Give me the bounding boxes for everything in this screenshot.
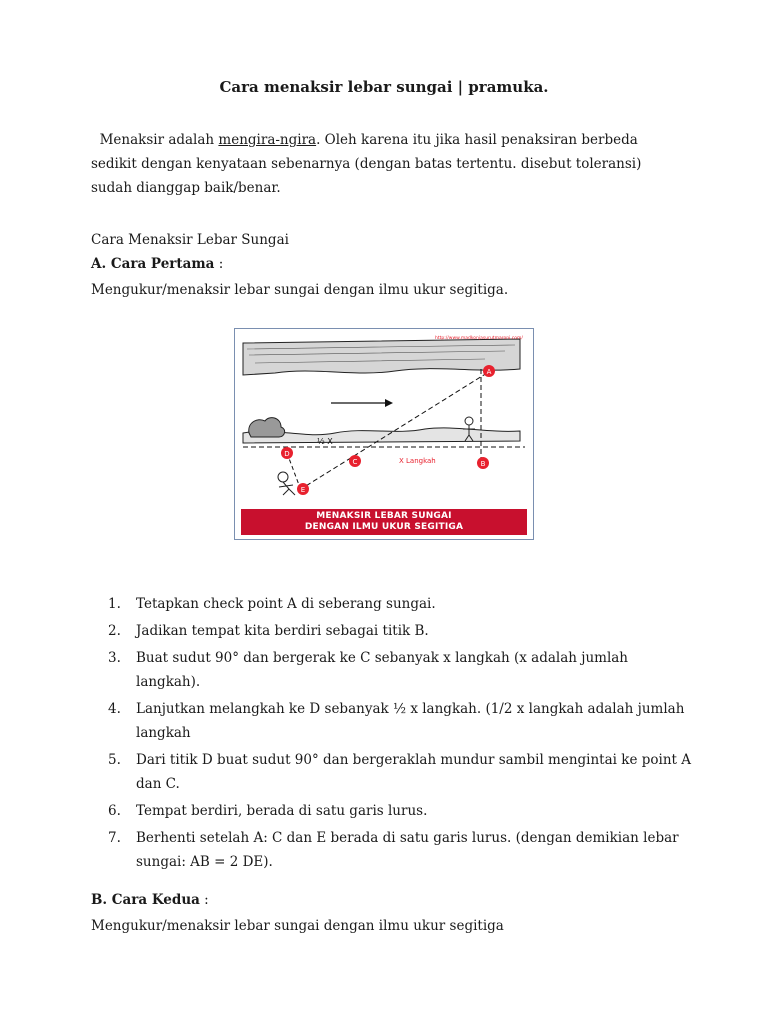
list-item <box>91 592 691 616</box>
underlined-term: mengira-ngira <box>218 132 317 148</box>
page-title: Cara menaksir lebar sungai | pramuka. <box>219 78 549 96</box>
intro-text-start: Menaksir adalah <box>99 132 219 148</box>
list-item <box>91 799 691 823</box>
point-b: B <box>480 460 486 468</box>
step-text: Dari titik D buat sudut 90° dan bergeraklah mundur sambil mengintai ke point A dan C. <box>136 752 691 792</box>
section-b-title: B. Cara Kedua <box>91 892 200 908</box>
section-b-label <box>91 892 209 908</box>
intro-text-rest: . Oleh karena itu jika hasil penaksiran berbeda sedikit dengan kenyataan sebenarnya (dengan batas tertentu. disebut toleransi) sudah dianggap baik/benar. <box>91 132 642 196</box>
step-number: 5. <box>108 752 121 768</box>
step-text: Buat sudut 90° dan bergerak ke C sebanyak x langkah (x adalah jumlah langkah). <box>136 650 628 690</box>
section-a-description: Mengukur/menaksir lebar sungai dengan ilmu ukur segitiga. <box>91 282 509 298</box>
intro-paragraph <box>91 128 681 200</box>
point-c: C <box>352 458 358 466</box>
banner-line-1: MENAKSIR LEBAR SUNGAI <box>316 511 452 521</box>
section-heading: Cara Menaksir Lebar Sungai <box>91 232 289 248</box>
list-item <box>91 646 691 694</box>
step-text: Tempat berdiri, berada di satu garis lurus. <box>136 803 428 819</box>
list-item <box>91 619 691 643</box>
section-b-description: Mengukur/menaksir lebar sungai dengan ilmu ukur segitiga <box>91 918 504 934</box>
figure-banner <box>241 509 527 535</box>
list-item <box>91 826 691 874</box>
step-number: 3. <box>108 650 121 666</box>
section-a-label <box>91 256 223 272</box>
river-diagram <box>235 329 533 539</box>
banner-line-2: DENGAN ILMU UKUR SEGITIGA <box>304 522 464 532</box>
step-text: Berhenti setelah A: C dan E berada di satu garis lurus. (dengan demikian lebar sungai: AB = 2 DE). <box>136 830 679 870</box>
step-text: Tetapkan check point A di seberang sungai. <box>136 596 436 612</box>
step-text: Jadikan tempat kita berdiri sebagai titik B. <box>136 623 429 639</box>
section-a-colon: : <box>214 256 224 272</box>
steps-list <box>91 592 691 877</box>
point-a: A <box>486 368 492 376</box>
step-number: 4. <box>108 701 121 717</box>
point-d: D <box>284 450 290 458</box>
half-x-label: ½ X <box>317 437 333 446</box>
section-a-title: A. Cara Pertama <box>91 256 215 272</box>
river-triangle-figure <box>234 328 534 540</box>
step-number: 6. <box>108 803 121 819</box>
step-number: 1. <box>108 596 121 612</box>
step-number: 7. <box>108 830 121 846</box>
step-text: Lanjutkan melangkah ke D sebanyak ½ x langkah. (1/2 x langkah adalah jumlah langkah <box>136 701 685 741</box>
x-langkah-label: X Langkah <box>399 457 436 465</box>
list-item <box>91 697 691 745</box>
step-number: 2. <box>108 623 121 639</box>
point-e: E <box>300 486 306 494</box>
figure-url: http://www.madkonjasurutmaroni.com/ <box>435 336 523 341</box>
list-item <box>91 748 691 796</box>
section-b-colon: : <box>199 892 209 908</box>
